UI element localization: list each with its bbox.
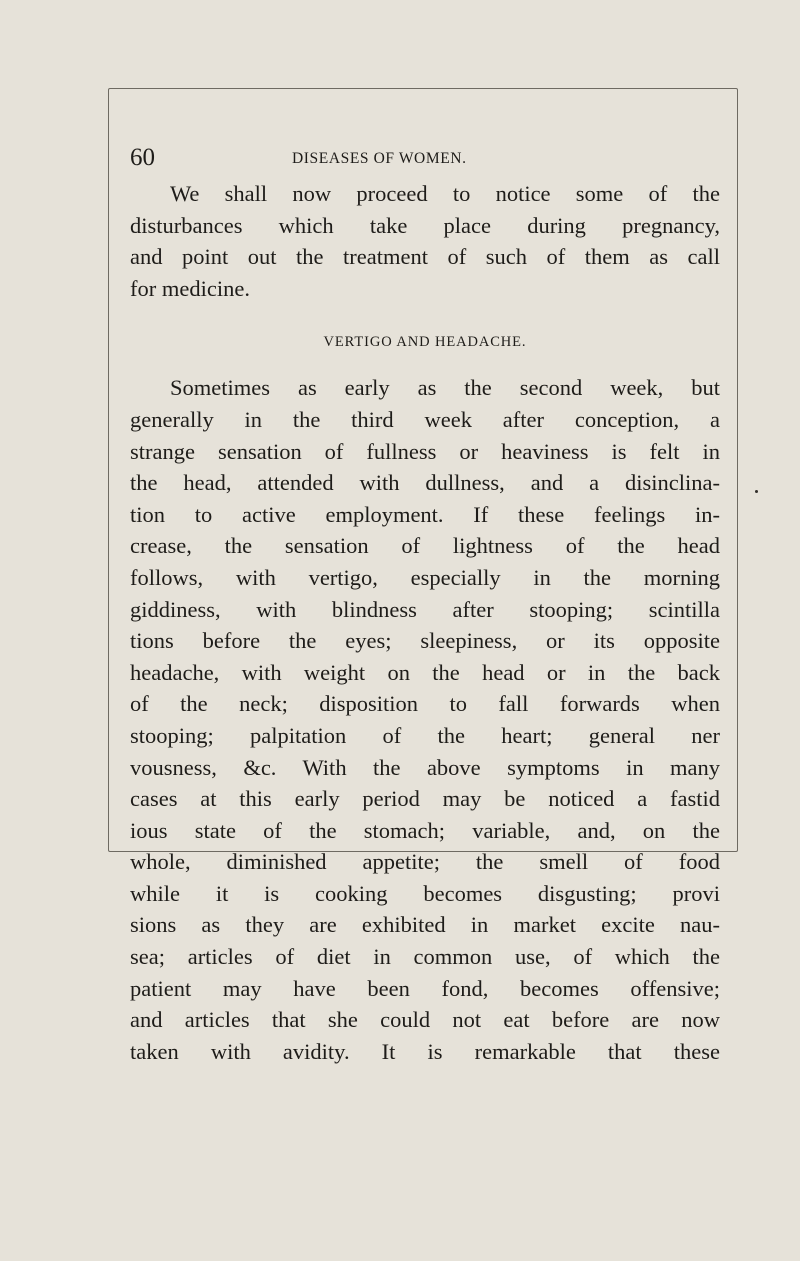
text-line: ious state of the stomach; variable, and, on the [130,817,720,843]
text-line: cases at this early period may be noticed a fastid [130,786,720,812]
text-line: tion to active employment. If these feelings in- [130,501,720,527]
ink-spot [755,490,758,493]
text-line: generally in the third week after conception, a [130,406,720,432]
text-line: headache, with weight on the head or in the back [130,659,720,685]
body-paragraph [130,372,720,1067]
text-line: follows, with vertigo, especially in the morning [130,564,720,590]
text-line: disturbances which take place during pregnancy, [130,212,720,238]
text-line: tions before the eyes; sleepiness, or its opposite [130,628,720,654]
text-line: taken with avidity. It is remarkable that these [130,1038,720,1064]
text-line: of the neck; disposition to fall forwards when [130,691,720,717]
text-line: giddiness, with blindness after stooping; scintilla [130,596,720,622]
running-title: DISEASES OF WOMEN. [292,150,467,167]
text-line: stooping; palpitation of the heart; general ner [130,722,720,748]
text-line: Sometimes as early as the second week, but [170,375,720,401]
text-line: strange sensation of fullness or heaviness is felt in [130,438,720,464]
text-line: sea; articles of diet in common use, of which the [130,944,720,970]
text-line: while it is cooking becomes disgusting; provi [130,880,720,906]
section-heading: VERTIGO AND HEADACHE. [323,334,527,351]
text-line: the head, attended with dullness, and a disinclina- [130,470,720,496]
text-line: We shall now proceed to notice some of the [170,181,720,206]
text-line: and point out the treatment of such of them as call [130,244,720,270]
text-line: vousness, &c. With the above symptoms in many [130,754,720,780]
page-text [130,178,720,1067]
text-line: and articles that she could not eat before are now [130,1007,720,1033]
text-line: patient may have been fond, becomes offensive; [130,975,720,1001]
text-line: whole, diminished appetite; the smell of food [130,849,720,875]
intro-paragraph [130,178,720,304]
text-line: crease, the sensation of lightness of the head [130,533,720,559]
running-head [130,144,720,174]
page-number: 60 [130,144,155,171]
text-line: for medicine. [130,275,250,301]
text-line: sions as they are exhibited in market excite nau- [130,912,720,938]
